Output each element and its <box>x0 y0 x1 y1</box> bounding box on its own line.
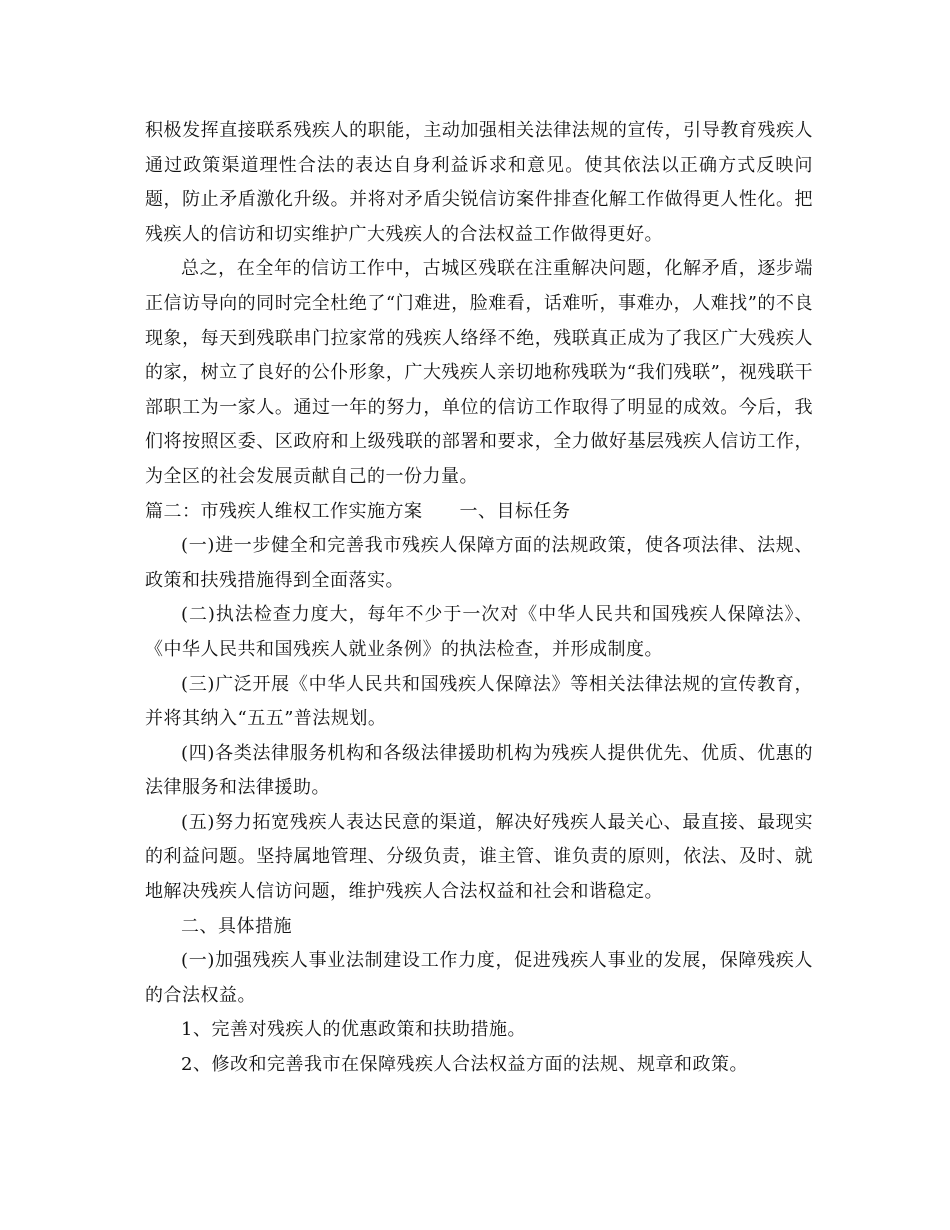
paragraph: 积极发挥直接联系残疾人的职能，主动加强相关法律法规的宣传，引导教育残疾人通过政策渠道理性合法的表达自身利益诉求和意见。使其依法以正确方式反映问题，防止矛盾激化升级。并将对矛盾尖锐信访案件排查化解工作做得更人性化。把残疾人的信访和切实维护广大残疾人的合法权益工作做得更好。 <box>145 120 813 245</box>
paragraph: 总之，在全年的信访工作中，古城区残联在注重解决问题，化解矛盾，逐步端正信访导向的同时完全杜绝了“门难进，脸难看，话难听，事难办，人难找”的不良现象，每天到残联串门拉家常的残疾人络绎不绝，残联真正成为了我区广大残疾人的家，树立了良好的公仆形象，广大残疾人亲切地称残联为“我们残联”，视残联干部职工为一家人。通过一年的努力，单位的信访工作取得了明显的成效。今后，我们将按照区委、区政府和上级残联的部署和要求，全力做好基层残疾人信访工作，为全区的社会发展贡献自己的一份力量。 <box>145 258 813 487</box>
paragraph: (四)各类法律服务机构和各级法律援助机构为残疾人提供优先、优质、优惠的法律服务和法律援助。 <box>145 742 813 799</box>
paragraph: (二)执法检查力度大，每年不少于一次对《中华人民共和国残疾人保障法》、《中华人民共和国残疾人就业条例》的执法检查，并形成制度。 <box>145 604 813 660</box>
list-item: 2、修改和完善我市在保障残疾人合法权益方面的法规、规章和政策。 <box>181 1054 748 1076</box>
paragraph: (一)加强残疾人事业法制建设工作力度，促进残疾人事业的发展，保障残疾人的合法权益。 <box>145 950 813 1006</box>
paragraph: (三)广泛开展《中华人民共和国残疾人保障法》等相关法律法规的宣传教育，并将其纳入“五五”普法规划。 <box>145 673 813 730</box>
subsection-heading: 二、具体措施 <box>181 915 292 937</box>
document-body <box>145 114 813 1083</box>
section-heading: 篇二：市残疾人维权工作实施方案 一、目标任务 <box>145 500 571 522</box>
paragraph: (五)努力拓宽残疾人表达民意的渠道，解决好残疾人最关心、最直接、最现实的利益问题。坚持属地管理、分级负责，谁主管、谁负责的原则，依法、及时、就地解决残疾人信访问题，维护残疾人合法权益和社会和谐稳定。 <box>145 811 813 903</box>
list-item: 1、完善对残疾人的优惠政策和扶助措施。 <box>181 1019 526 1041</box>
paragraph: (一)进一步健全和完善我市残疾人保障方面的法规政策，使各项法律、法规、政策和扶残措施得到全面落实。 <box>145 535 813 591</box>
